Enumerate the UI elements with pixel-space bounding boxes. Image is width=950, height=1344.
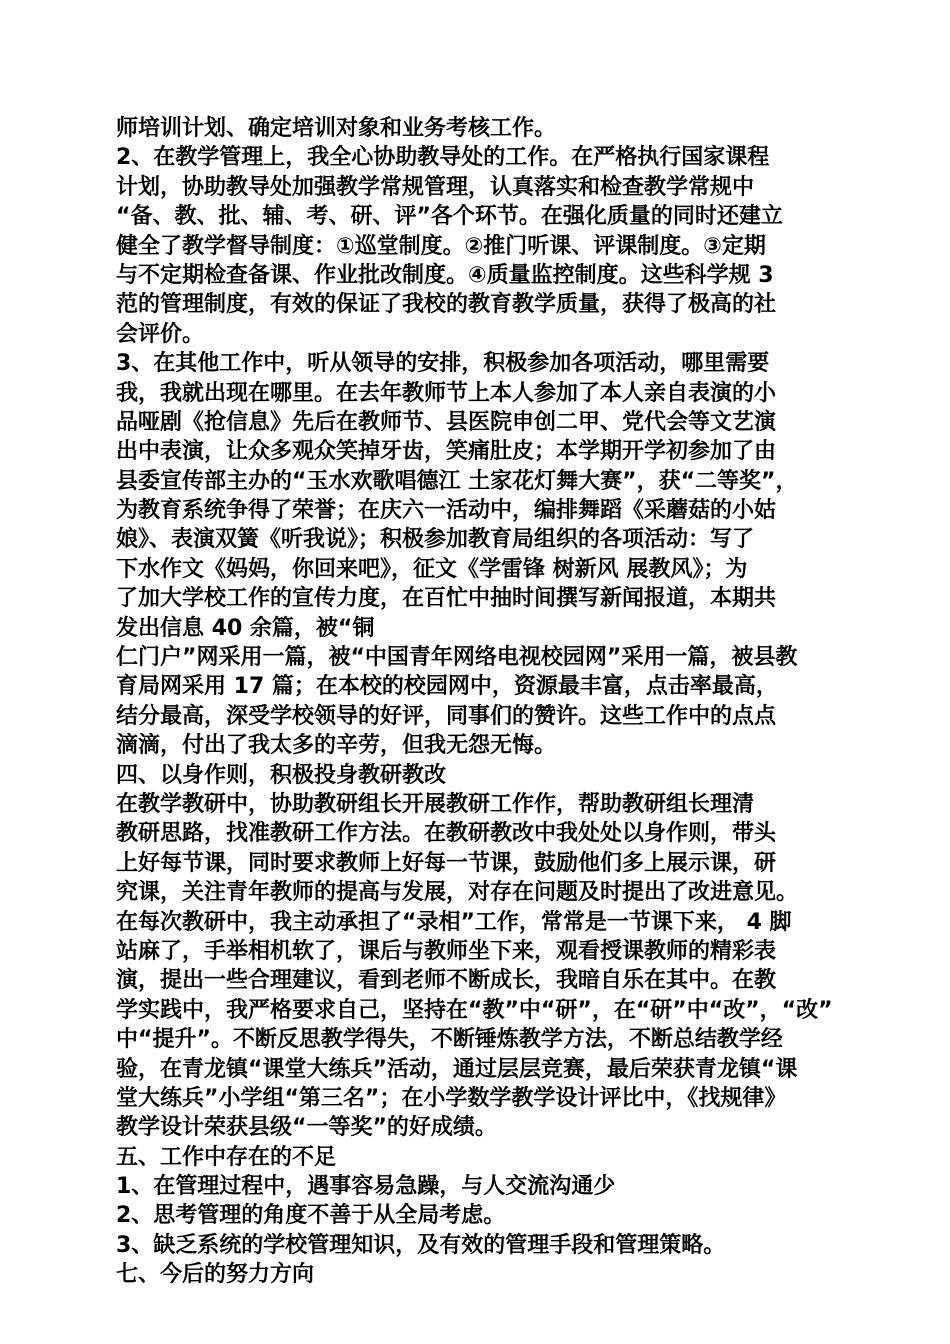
text-line: 演，提出一些合理建议，看到老师不断成长，我暗自乐在其中。在教	[116, 968, 777, 994]
text-line: 范的管理制度，有效的保证了我校的教育教学质量，获得了极高的社	[116, 292, 777, 318]
text-line: “备、教、批、辅、考、研、评”各个环节。在强化质量的同时还建立	[116, 204, 783, 230]
text-line: 我，我就出现在哪里。在去年教师节上本人参加了本人亲自表演的小	[116, 380, 777, 406]
text-line: 究课，关注青年教师的提高与发展，对存在问题及时提出了改进意见。	[116, 880, 799, 906]
text-line: 教研思路，找准教研工作方法。在教研教改中我处处以身作则，带头	[116, 821, 777, 847]
text-line: 在教学教研中，协助教研组长开展教研工作作，帮助教研组长理清	[116, 791, 755, 817]
text-line: 娘》、表演双簧《听我说》；积极参加教育局组织的各项活动：写了	[116, 527, 755, 553]
text-line: 出中表演，让众多观众笑掉牙齿，笑痛肚皮；本学期开学初参加了由	[116, 439, 777, 465]
list-item: 3、缺乏系统的学校管理知识，及有效的管理手段和管理策略。	[116, 1232, 726, 1258]
text-line: 上好每节课，同时要求教师上好每一节课，鼓励他们多上展示课，研	[116, 850, 777, 876]
section-heading: 七、今后的努力方向	[116, 1262, 315, 1288]
text-line: 计划，协助教导处加强教学常规管理，认真落实和检查教学常规中	[116, 174, 755, 200]
text-line: 县委宣传部主办的“玉水欢歌唱德江 土家花灯舞大赛”，获“二等奖”，	[116, 468, 798, 494]
text-line: 为教育系统争得了荣誉；在庆六一活动中，编排舞蹈《采蘑菇的小姑	[116, 498, 777, 524]
text-line: 下水作文《妈妈，你回来吧》，征文《学雷锋 树新风 展教风》；为	[116, 556, 748, 582]
text-line: 会评价。	[116, 321, 205, 347]
text-line: 站麻了，手举相机软了，课后与教师坐下来，观看授课教师的精彩表	[116, 938, 777, 964]
section-heading: 四、以身作则，积极投身教研教改	[116, 762, 447, 788]
text-line: 中“提升”。不断反思教学得失，不断锤炼教学方法，不断总结教学经	[116, 1027, 783, 1053]
text-line: 品哑剧《抢信息》先后在教师节、县医院申创二甲、党代会等文艺演	[116, 409, 777, 435]
text-line: 滴滴，付出了我太多的辛劳，但我无怨无悔。	[116, 733, 557, 759]
text-line: 师培训计划、确定培训对象和业务考核工作。	[116, 116, 557, 141]
text-line: 3、在其他工作中，听从领导的安排，积极参加各项活动，哪里需要	[116, 351, 770, 377]
text-line: 验，在青龙镇“课堂大练兵”活动，通过层层竞赛，最后荣获青龙镇“课	[116, 1056, 798, 1082]
section-heading: 五、工作中存在的不足	[116, 1144, 337, 1170]
text-line: 2、在教学管理上，我全心协助教导处的工作。在严格执行国家课程	[116, 145, 770, 171]
text-line: 堂大练兵”小学组“第三名”；在小学数学教学设计评比中，《找规律》	[116, 1085, 787, 1111]
text-line: 健全了教学督导制度：①巡堂制度。②推门听课、评课制度。③定期	[116, 233, 766, 259]
text-line: 在每次教研中，我主动承担了“录相”工作，常常是一节课下来， 4 脚	[116, 909, 792, 935]
text-line: 了加大学校工作的宣传力度，在百忙中抽时间撰写新闻报道，本期共	[116, 586, 777, 612]
text-line: 发出信息 40 余篇，被“铜	[116, 615, 375, 641]
text-line: 结分最高，深受学校领导的好评，同事们的赞许。这些工作中的点点	[116, 703, 777, 729]
text-line: 学实践中，我严格要求自己，坚持在“教”中“研”，在“研”中“改”，“改”	[116, 997, 833, 1023]
list-item: 1、在管理过程中，遇事容易急躁，与人交流沟通少	[116, 1174, 616, 1200]
text-line: 与不定期检查备课、作业批改制度。④质量监控制度。这些科学规 3	[116, 262, 774, 288]
document-body	[116, 114, 846, 1290]
text-line: 育局网采用 17 篇；在本校的校园网中，资源最丰富，点击率最高，	[116, 674, 778, 700]
text-line: 教学设计荣获县级“一等奖”的好成绩。	[116, 1115, 497, 1141]
text-line: 仁门户”网采用一篇，被“中国青年网络电视校园网”采用一篇，被县教	[116, 645, 798, 671]
list-item: 2、思考管理的角度不善于从全局考虑。	[116, 1203, 506, 1229]
